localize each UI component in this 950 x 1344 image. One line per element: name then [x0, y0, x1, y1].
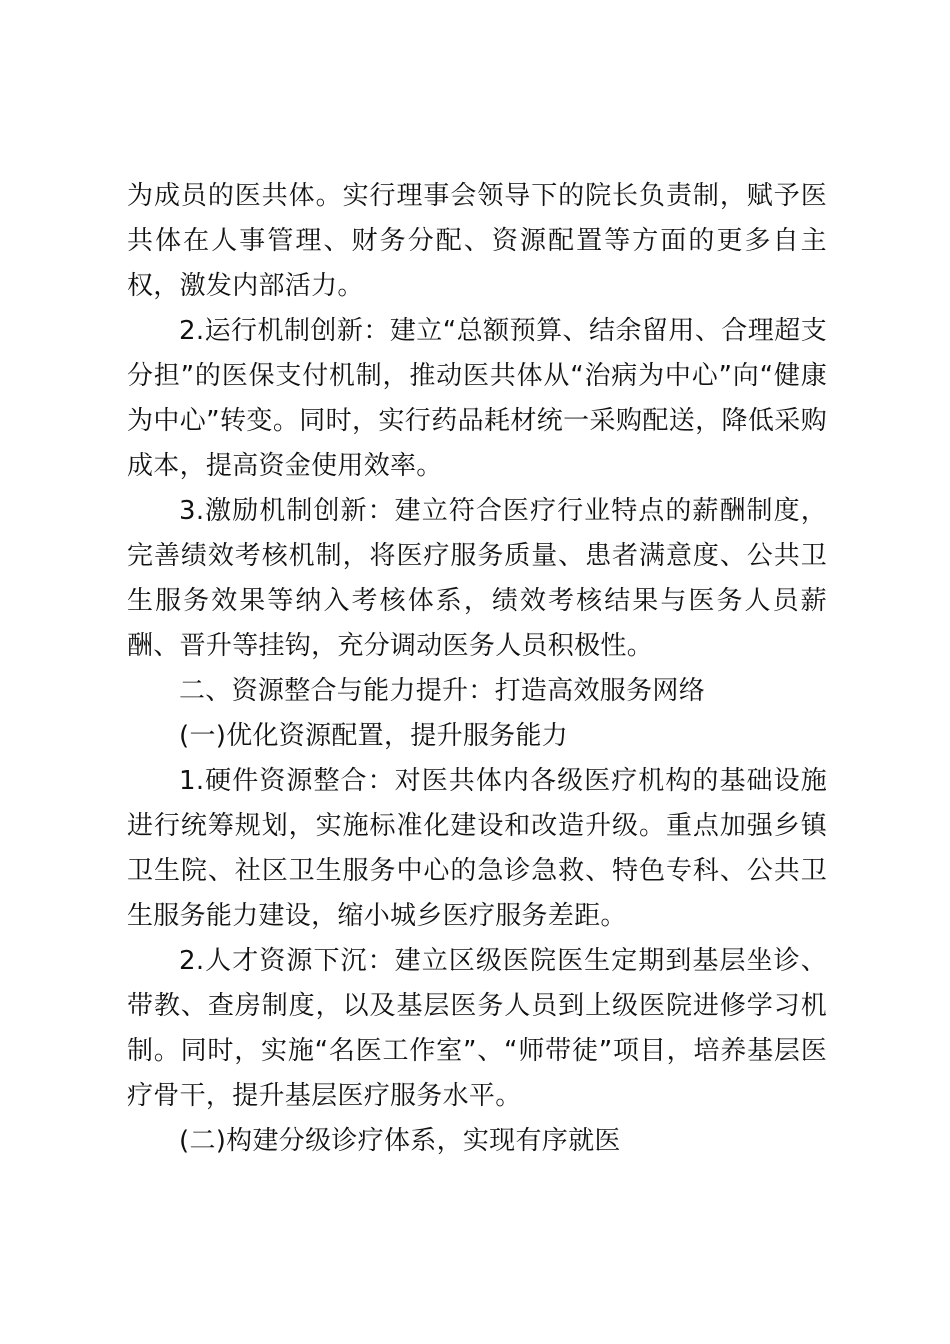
- document-body: [127, 174, 827, 1164]
- subsection-heading-2: (二)构建分级诊疗体系，实现有序就医: [179, 1126, 621, 1156]
- paragraph-3: 3.激励机制创新：建立符合医疗行业特点的薪酬制度，完善绩效考核机制，将医疗服务质量、患者满意度、公共卫生服务效果等纳入考核体系，绩效考核结果与医务人员薪酬、晋升等挂钩，充分调动医务人员积极性。: [127, 496, 827, 661]
- paragraph-4: 1.硬件资源整合：对医共体内各级医疗机构的基础设施进行统筹规划，实施标准化建设和改造升级。重点加强乡镇卫生院、社区卫生服务中心的急诊急救、特色专科、公共卫生服务能力建设，缩小城乡医疗服务差距。: [127, 766, 827, 931]
- subsection-heading-1: (一)优化资源配置，提升服务能力: [179, 721, 569, 751]
- section-heading: 二、资源整合与能力提升：打造高效服务网络: [179, 676, 706, 706]
- paragraph-5: 2.人才资源下沉：建立区级医院医生定期到基层坐诊、带教、查房制度，以及基层医务人员到上级医院进修学习机制。同时，实施“名医工作室”、“师带徒”项目，培养基层医疗骨干，提升基层医疗服务水平。: [127, 946, 827, 1111]
- paragraph-1: 为成员的医共体。实行理事会领导下的院长负责制，赋予医共体在人事管理、财务分配、资源配置等方面的更多自主权，激发内部活力。: [127, 181, 827, 301]
- paragraph-2: 2.运行机制创新：建立“总额预算、结余留用、合理超支分担”的医保支付机制，推动医共体从“治病为中心”向“健康为中心”转变。同时，实行药品耗材统一采购配送，降低采购成本，提高资金使用效率。: [127, 316, 827, 481]
